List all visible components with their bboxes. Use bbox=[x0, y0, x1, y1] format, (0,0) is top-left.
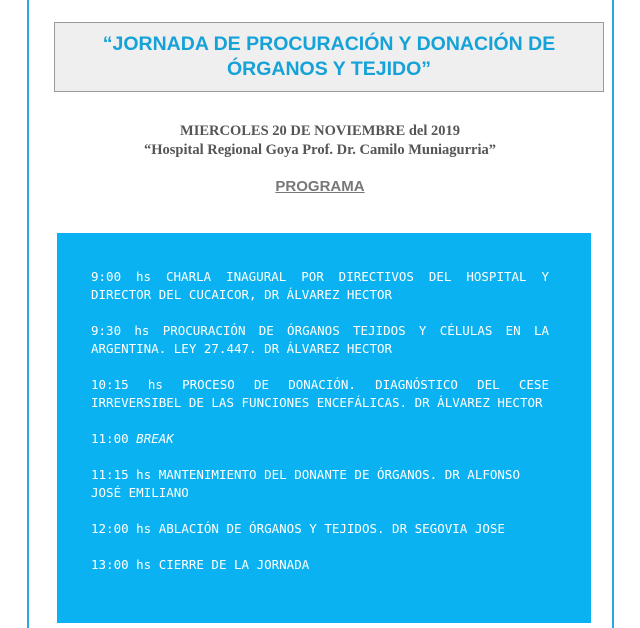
program-item bbox=[91, 268, 549, 304]
program-item bbox=[91, 466, 549, 502]
program-item bbox=[91, 520, 549, 538]
program-item-text: PROCESO DE DONACIÓN. DIAGNÓSTICO DEL CESE IRREVERSIBEL DE LAS FUNCIONES ENCEFÁLICAS. DR ÁLVAREZ HECTOR bbox=[91, 377, 549, 410]
program-item-time: 12:00 hs bbox=[91, 521, 152, 536]
program-item-text: CIERRE DE LA JORNADA bbox=[158, 557, 310, 572]
program-list bbox=[91, 268, 549, 574]
program-item bbox=[91, 430, 549, 448]
event-date: MIERCOLES 20 DE NOVIEMBRE del 2019 bbox=[180, 123, 460, 139]
event-venue: “Hospital Regional Goya Prof. Dr. Camilo Muniagurria” bbox=[143, 142, 497, 158]
program-item-time: 13:00 hs bbox=[91, 557, 152, 572]
program-item bbox=[91, 376, 549, 412]
program-item-text: ABLACIÓN DE ÓRGANOS Y TEJIDOS. DR SEGOVIA JOSE bbox=[158, 521, 505, 536]
program-item-text: BREAK bbox=[136, 431, 174, 446]
title-box bbox=[54, 22, 604, 92]
page-border-right bbox=[612, 0, 614, 628]
program-item-time: 10:15 hs bbox=[91, 377, 163, 392]
program-item-time: 9:00 hs bbox=[91, 269, 152, 284]
program-item bbox=[91, 556, 549, 574]
document-title: “JORNADA DE PROCURACIÓN Y DONACIÓN DE ÓRGANOS Y TEJIDO” bbox=[102, 33, 556, 80]
program-item bbox=[91, 322, 549, 358]
program-item-text: MANTENIMIENTO DEL DONANTE DE ÓRGANOS. DR ALFONSO JOSÉ EMILIANO bbox=[91, 467, 520, 500]
program-item-text: CHARLA INAGURAL POR DIRECTIVOS DEL HOSPITAL Y DIRECTOR DEL CUCAICOR, DR ÁLVAREZ HECTOR bbox=[91, 269, 549, 302]
program-item-text: PROCURACIÓN DE ÓRGANOS TEJIDOS Y CÉLULAS EN LA ARGENTINA. LEY 27.447. DR ÁLVAREZ HECTOR bbox=[91, 323, 549, 356]
program-item-time: 11:00 bbox=[91, 431, 129, 446]
program-item-time: 11:15 hs bbox=[91, 467, 152, 482]
page-border-left bbox=[27, 0, 29, 628]
section-heading: PROGRAMA bbox=[275, 178, 365, 195]
program-item-time: 9:30 hs bbox=[91, 323, 150, 338]
